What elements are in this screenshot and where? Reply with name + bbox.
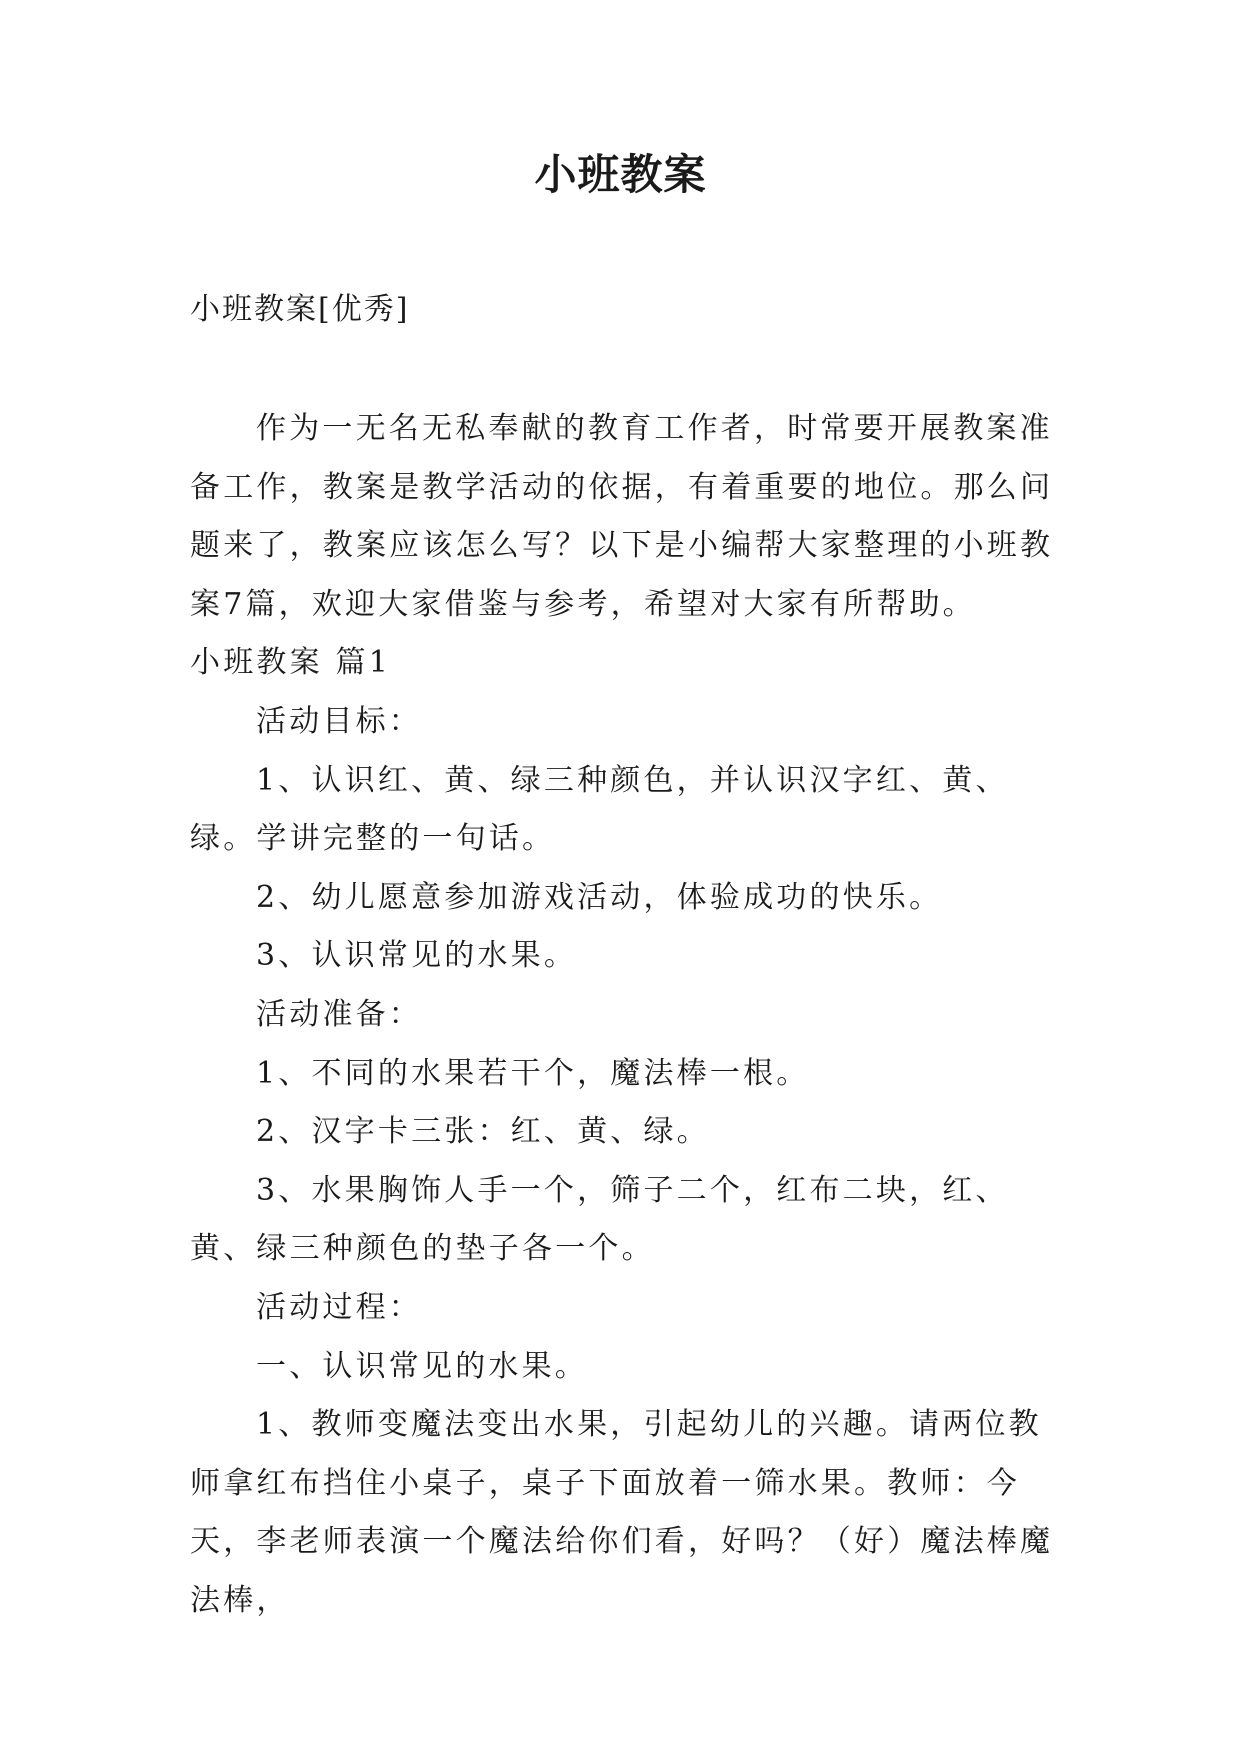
- section-heading: 小班教案 篇1: [190, 645, 392, 681]
- paragraph: 活动准备：: [256, 996, 422, 1032]
- paragraph: 3、水果胸饰人手一个，筛子二个，红布二块，红、黄、绿三种颜色的垫子各一个。: [190, 1172, 1009, 1267]
- paragraph: 2、汉字卡三张：红、黄、绿。: [256, 1114, 710, 1150]
- paragraph: 2、幼儿愿意参加游戏活动，体验成功的快乐。: [256, 879, 943, 915]
- paragraph: 1、认识红、黄、绿三种颜色，并认识汉字红、黄、绿。学讲完整的一句话。: [190, 762, 1009, 857]
- document-subtitle: 小班教案[优秀]: [190, 292, 410, 327]
- intro-paragraph: 作为一无名无私奉献的教育工作者，时常要开展教案准备工作，教案是教学活动的依据，有着重要的地位。那么问题来了，教案应该怎么写？以下是小编帮大家整理的小班教案7篇，欢迎大家借鉴与参考，希望对大家有所帮助。: [190, 411, 1054, 622]
- paragraph: 1、不同的水果若干个，魔法棒一根。: [256, 1055, 810, 1091]
- document-title: 小班教案: [534, 150, 707, 199]
- paragraph: 1、教师变魔法变出水果，引起幼儿的兴趣。请两位教师拿红布挡住小桌子，桌子下面放着一筛水果。教师：今天，李老师表演一个魔法给你们看，好吗？（好）魔法棒魔法棒，: [190, 1407, 1054, 1618]
- paragraph: 一、认识常见的水果。: [256, 1348, 588, 1384]
- paragraph: 活动目标：: [256, 703, 422, 739]
- document-body: [190, 400, 1070, 1630]
- paragraph: 3、认识常见的水果。: [256, 938, 578, 974]
- paragraph: 活动过程：: [256, 1289, 422, 1325]
